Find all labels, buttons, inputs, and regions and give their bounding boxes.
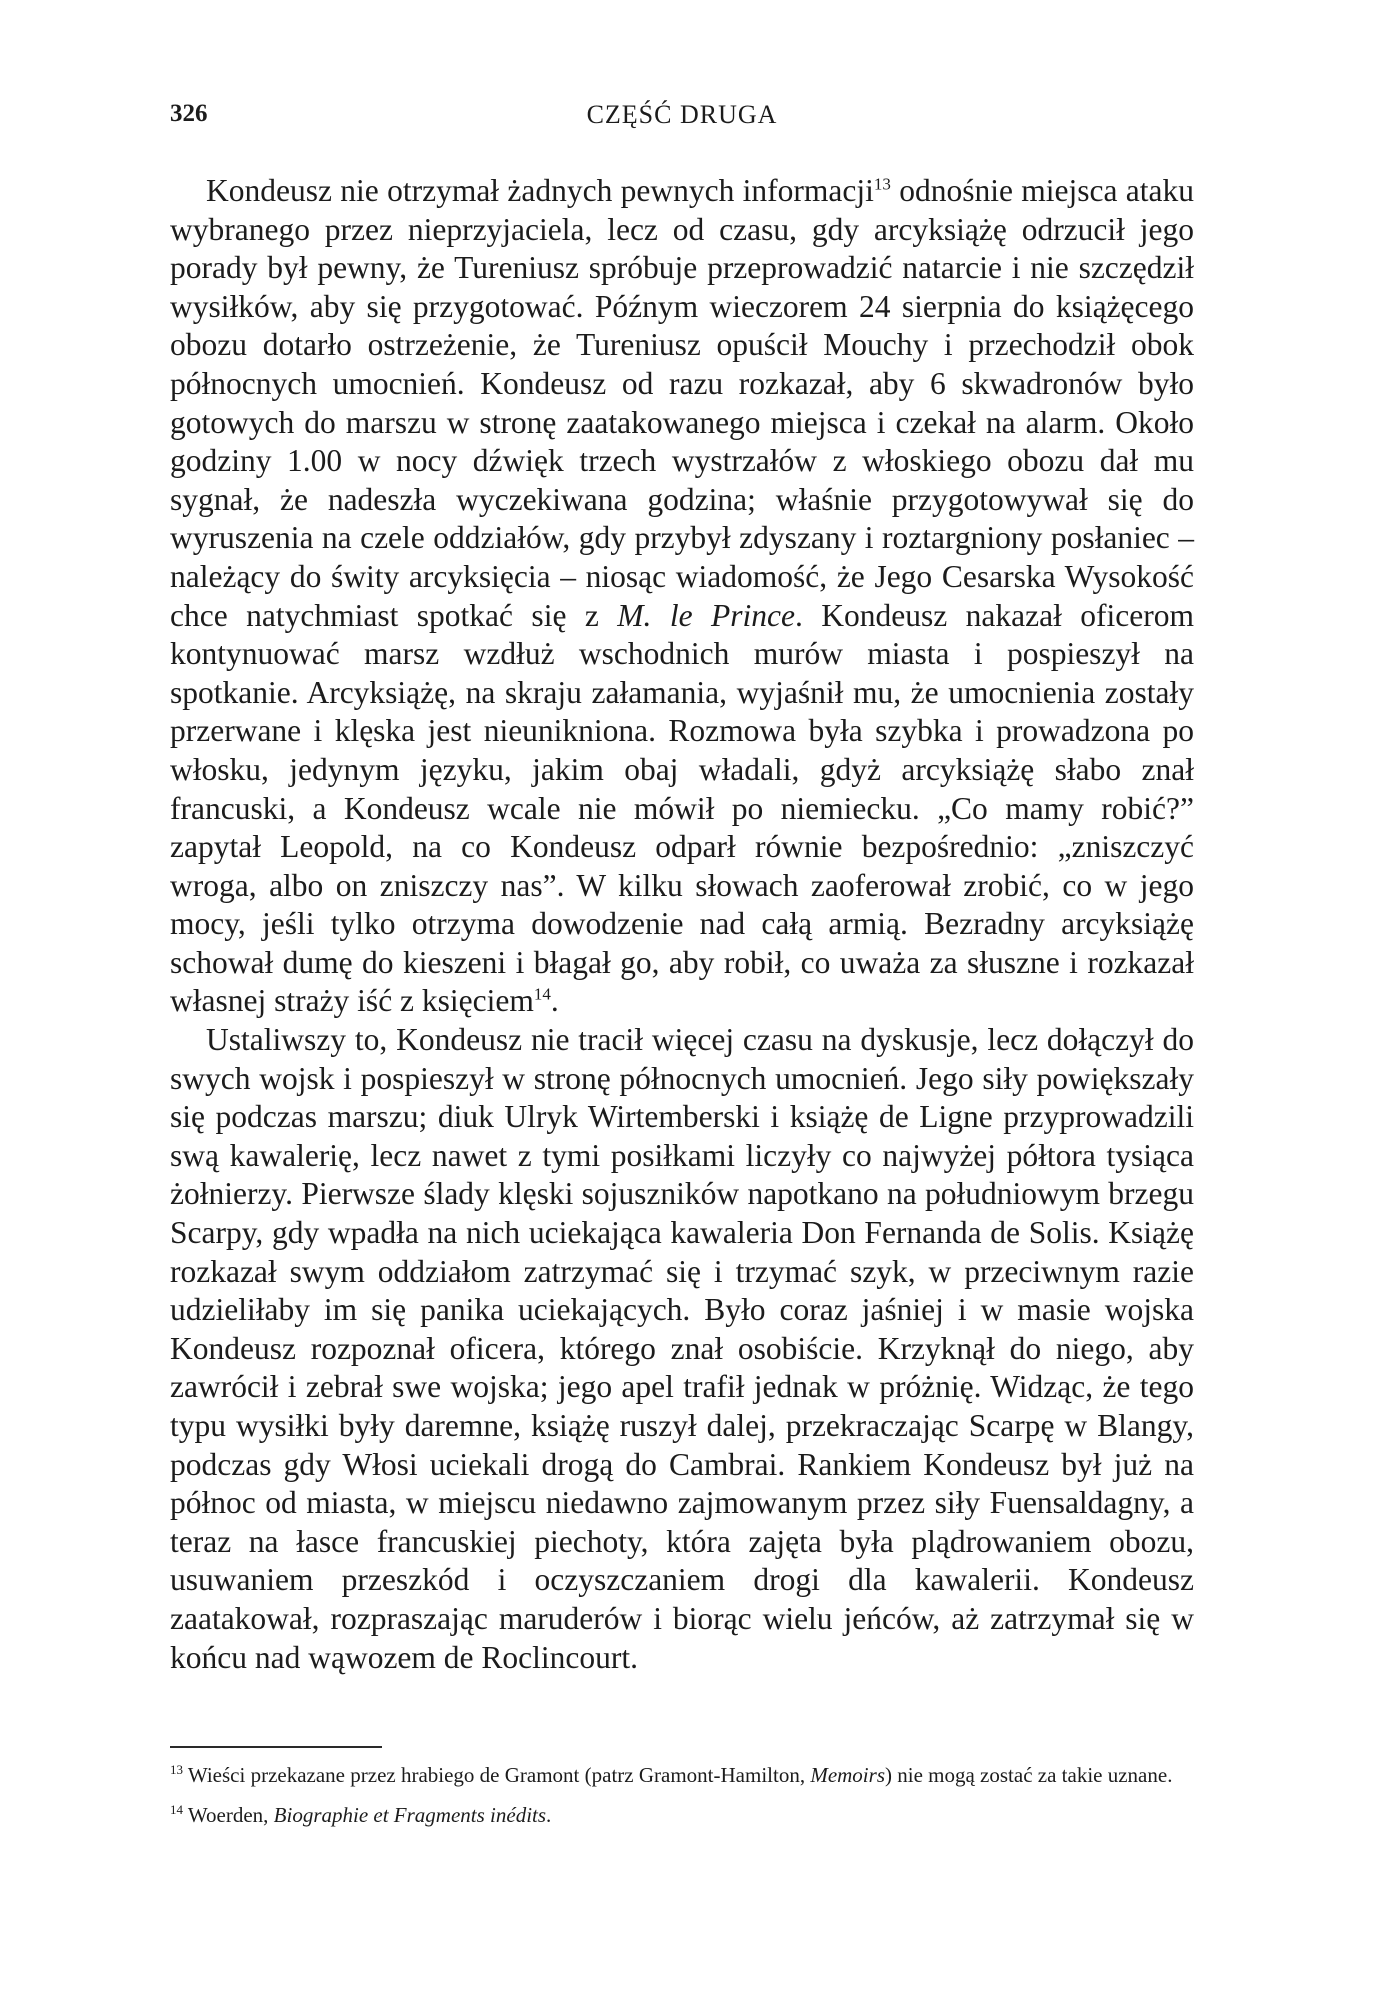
footnotes-section <box>170 1746 1194 1840</box>
main-text <box>170 172 1194 1677</box>
footnote-reference: 14 <box>533 984 551 1004</box>
footnote-reference: 13 <box>873 174 891 194</box>
text-run: . <box>546 1803 552 1827</box>
page-number: 326 <box>170 100 208 127</box>
italic-text: Biographie et Fragments inédits <box>273 1803 547 1827</box>
footnote <box>170 1760 1194 1790</box>
footnote <box>170 1800 1194 1830</box>
paragraph <box>170 1021 1194 1677</box>
text-run: . <box>550 983 559 1019</box>
italic-text: Memoirs <box>810 1763 885 1787</box>
text-run: . Kondeusz nakazał oficerom kontynuować marsz wzdłuż wschodnich murów miasta i pospieszył na spotkanie. Arcyksiążę, na skraju załamania, wyjaśnił mu, że umocnienia zostały przerwane i klęska jest nieunikniona. Rozmowa była szybka i prowadzona po włosku, jedynym języku, jakim obaj władali, gdyż arcyksiążę słabo znał francuski, a Kondeusz wcale nie mówił po niemiecku. „Co mamy robić?” zapytał Leopold, na co Kondeusz odparł równie bezpośrednio: „zniszczyć wroga, albo on zniszczy nas”. W kilku słowach zaoferował zrobić, co w jego mocy, jeśli tylko otrzyma dowodzenie nad całą armią. Bezradny arcyksiążę schował dumę do kieszeni i błagał go, aby robił, co uważa za słuszne i rozkazał własnej straży iść z księciem <box>170 597 1194 1019</box>
footnote-separator <box>170 1746 382 1748</box>
text-run: ) nie mogą zostać za takie uznane. <box>885 1763 1173 1787</box>
footnote-reference: 13 <box>170 1762 183 1777</box>
text-run: Ustaliwszy to, Kondeusz nie tracił więcej czasu na dyskusje, lecz dołączył do swych wojsk i pospieszył w stronę północnych umocnień. Jego siły powiększały się podczas marszu; diuk Ulryk Wirtemberski i książę de Ligne przyprowadzili swą kawalerię, lecz nawet z tymi posiłkami liczyły co najwyżej półtora tysiąca żołnierzy. Pierwsze ślady klęski sojuszników napotkano na południowym brzegu Scarpy, gdy wpadła na nich uciekająca kawaleria Don Fernanda de Solis. Książę rozkazał swym oddziałom zatrzymać się i trzymać szyk, w przeciwnym razie udzieliłaby im się panika uciekających. Było coraz jaśniej i w masie wojska Kondeusz rozpoznał oficera, którego znał osobiście. Krzyknął do niego, aby zawrócił i zebrał swe wojska; jego apel trafił jednak w próżnię. Widząc, że tego typu wysiłki były daremne, książę ruszył dalej, przekraczając Scarpę w Blangy, podczas gdy Włosi uciekali drogą do Cambrai. Rankiem Kondeusz był już na północ od miasta, w miejscu niedawno zajmowanym przez siły Fuensaldagny, a teraz na łasce francuskiej piechoty, która zajęta była plądrowaniem obozu, usuwaniem przeszkód i oczyszczaniem drogi dla kawalerii. Kondeusz zaatakował, rozpraszając maruderów i biorąc wielu jeńców, aż zatrzymał się w końcu nad wąwozem de Roclincourt. <box>170 1022 1194 1675</box>
italic-text: M. le Prince <box>617 597 795 633</box>
footnote-list <box>170 1760 1194 1830</box>
text-run: Kondeusz nie otrzymał żadnych pewnych informacji <box>206 173 874 208</box>
running-head: CZĘŚĆ DRUGA <box>586 100 778 129</box>
footnote-reference: 14 <box>170 1802 183 1817</box>
text-run: Wieści przekazane przez hrabiego de Gramont (patrz Gramont-Hamilton, <box>183 1763 811 1787</box>
paragraph <box>170 172 1194 1021</box>
text-run: Woerden, <box>183 1803 274 1827</box>
text-run: odnośnie miejsca ataku wybranego przez nieprzyjaciela, lecz od czasu, gdy arcyksiążę odrzucił jego porady był pewny, że Tureniusz spróbuje przeprowadzić natarcie i nie szczędził wysiłków, aby się przygotować. Późnym wieczorem 24 sierpnia do książęcego obozu dotarło ostrzeżenie, że Tureniusz opuścił Mouchy i przechodził obok północnych umocnień. Kondeusz od razu rozkazał, aby 6 skwadronów było gotowych do marszu w stronę zaatakowanego miejsca i czekał na alarm. Około godziny 1.00 w nocy dźwięk trzech wystrzałów z włoskiego obozu dał mu sygnał, że nadeszła wyczekiwana godzina; właśnie przygotowywał się do wyruszenia na czele oddziałów, gdy przybył zdyszany i roztargniony posłaniec – należący do świty arcyksięcia – niosąc wiadomość, że Jego Cesarska Wysokość chce natychmiast spotkać się z <box>170 173 1194 633</box>
page-header <box>170 100 1194 140</box>
